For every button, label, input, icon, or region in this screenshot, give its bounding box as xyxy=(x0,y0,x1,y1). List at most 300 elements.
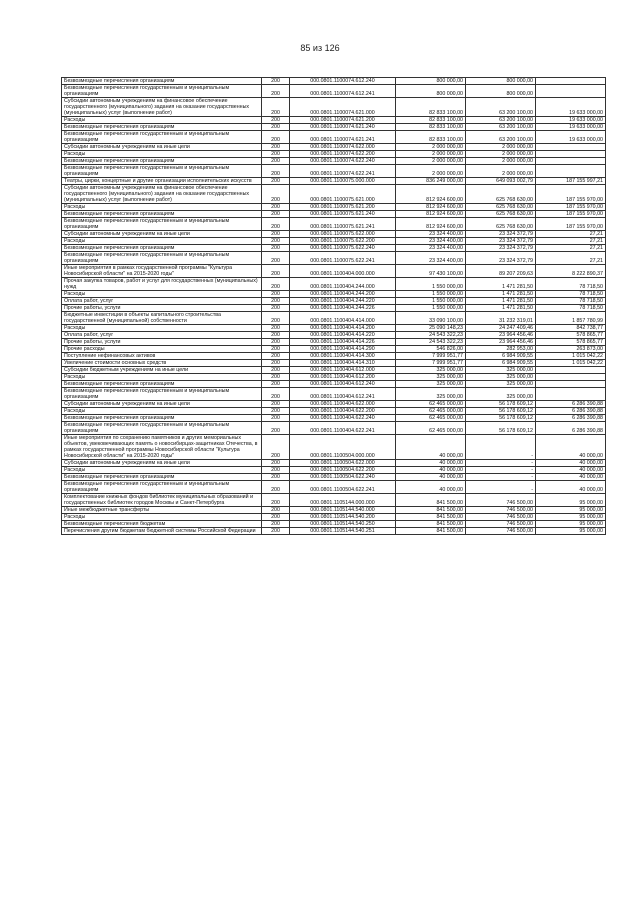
row-executed: - xyxy=(466,460,536,467)
row-unexecuted: 95 000,00 xyxy=(536,521,606,528)
table-row xyxy=(62,238,606,245)
row-budget-code: 000.0801.1100074.621.200 xyxy=(290,117,396,124)
row-line-code: 200 xyxy=(262,507,290,514)
row-name: Расходы xyxy=(62,325,262,332)
row-line-code: 200 xyxy=(262,460,290,467)
row-line-code: 200 xyxy=(262,367,290,374)
row-approved: 40 000,00 xyxy=(396,474,466,481)
row-budget-code: 000.0801.1100404.414.220 xyxy=(290,332,396,339)
row-unexecuted: 6 286 390,88 xyxy=(536,415,606,422)
row-name: Безвозмездные перечисления государственным и муниципальным организациям xyxy=(62,388,262,401)
row-budget-code: 000.0801.1100404.244.226 xyxy=(290,305,396,312)
row-line-code: 200 xyxy=(262,415,290,422)
row-name: Субсидии автономным учреждениям на финансовое обеспечение государственного (муниципального) задания на оказание государственных (муниципальных) услуг (выполнение работ) xyxy=(62,185,262,204)
row-executed: 56 178 609,12 xyxy=(466,415,536,422)
row-name: Бюджетные инвестиции в объекты капитального строительства государственной (муниципальной) собственности xyxy=(62,312,262,325)
row-executed: 23 964 456,46 xyxy=(466,339,536,346)
row-name: Комплектование книжных фондов библиотек муниципальных образований и государственных библиотек городов Москвы и Санкт-Петербурга xyxy=(62,494,262,507)
row-budget-code: 000.0801.1100074.622.200 xyxy=(290,151,396,158)
row-unexecuted: 95 000,00 xyxy=(536,494,606,507)
row-approved: 2 000 000,00 xyxy=(396,144,466,151)
row-executed: 63 200 100,00 xyxy=(466,124,536,131)
row-budget-code: 000.0801.1100075.621.000 xyxy=(290,185,396,204)
row-name: Безвозмездные перечисления государственным и муниципальным организациям xyxy=(62,85,262,98)
row-budget-code: 000.0801.1100404.622.000 xyxy=(290,401,396,408)
row-line-code: 200 xyxy=(262,481,290,494)
row-budget-code: 000.0801.1100504.622.240 xyxy=(290,474,396,481)
row-name: Прочая закупка товаров, работ и услуг для государственных (муниципальных) нужд xyxy=(62,278,262,291)
table-row xyxy=(62,367,606,374)
row-executed: 649 093 002,79 xyxy=(466,178,536,185)
row-executed: 625 768 630,00 xyxy=(466,204,536,211)
row-line-code: 200 xyxy=(262,218,290,231)
row-unexecuted: 6 286 390,88 xyxy=(536,408,606,415)
row-name: Иные межбюджетные трансферты xyxy=(62,507,262,514)
row-line-code: 200 xyxy=(262,528,290,535)
row-line-code: 200 xyxy=(262,388,290,401)
row-unexecuted: 40 000,00 xyxy=(536,481,606,494)
row-executed: 746 500,00 xyxy=(466,514,536,521)
row-name: Безвозмездные перечисления государственным и муниципальным организациям xyxy=(62,131,262,144)
table-row xyxy=(62,339,606,346)
row-name: Расходы xyxy=(62,467,262,474)
row-name: Расходы xyxy=(62,514,262,521)
row-line-code: 200 xyxy=(262,185,290,204)
table-row xyxy=(62,265,606,278)
row-name: Безвозмездные перечисления государственным и муниципальным организациям xyxy=(62,165,262,178)
table-row xyxy=(62,185,606,204)
row-name: Безвозмездные перечисления государственным и муниципальным организациям xyxy=(62,252,262,265)
row-name: Расходы xyxy=(62,291,262,298)
row-approved: 23 324 400,00 xyxy=(396,252,466,265)
row-budget-code: 000.0801.1105144.540.000 xyxy=(290,507,396,514)
table-row xyxy=(62,528,606,535)
row-line-code: 200 xyxy=(262,312,290,325)
table-row xyxy=(62,381,606,388)
row-unexecuted: 19 633 000,00 xyxy=(536,124,606,131)
row-executed: 2 000 000,00 xyxy=(466,165,536,178)
row-name: Расходы xyxy=(62,408,262,415)
row-approved: 836 249 000,00 xyxy=(396,178,466,185)
row-budget-code: 000.0801.1100404.612.240 xyxy=(290,381,396,388)
row-executed: 89 207 209,63 xyxy=(466,265,536,278)
row-executed: 23 324 372,79 xyxy=(466,252,536,265)
row-executed: 56 178 609,12 xyxy=(466,422,536,435)
row-budget-code: 000.0801.1100074.621.000 xyxy=(290,98,396,117)
row-executed: 23 324 372,79 xyxy=(466,231,536,238)
row-line-code: 200 xyxy=(262,521,290,528)
row-line-code: 200 xyxy=(262,211,290,218)
row-executed: 325 000,00 xyxy=(466,374,536,381)
row-budget-code: 000.0801.1100404.414.200 xyxy=(290,325,396,332)
row-budget-code: 000.0801.1100074.622.241 xyxy=(290,165,396,178)
row-budget-code: 000.0801.1105144.540.251 xyxy=(290,528,396,535)
row-executed: 800 000,00 xyxy=(466,78,536,85)
row-approved: 812 924 600,00 xyxy=(396,185,466,204)
row-line-code: 200 xyxy=(262,144,290,151)
table-row xyxy=(62,494,606,507)
row-approved: 82 833 100,00 xyxy=(396,131,466,144)
row-budget-code: 000.0801.1100074.612.241 xyxy=(290,85,396,98)
row-approved: 325 000,00 xyxy=(396,381,466,388)
row-approved: 97 430 100,00 xyxy=(396,265,466,278)
row-budget-code: 000.0801.1100404.000.000 xyxy=(290,265,396,278)
table-row xyxy=(62,78,606,85)
row-approved: 841 500,00 xyxy=(396,494,466,507)
row-executed: 325 000,00 xyxy=(466,388,536,401)
row-name: Расходы xyxy=(62,117,262,124)
row-executed: - xyxy=(466,474,536,481)
row-approved: 2 000 000,00 xyxy=(396,158,466,165)
row-unexecuted: 78 718,50 xyxy=(536,298,606,305)
table-row xyxy=(62,401,606,408)
row-budget-code: 000.0801.1105144.540.200 xyxy=(290,514,396,521)
row-budget-code: 000.0801.1100504.622.241 xyxy=(290,481,396,494)
row-approved: 325 000,00 xyxy=(396,367,466,374)
row-executed: 1 471 281,50 xyxy=(466,278,536,291)
row-unexecuted: 8 222 890,37 xyxy=(536,265,606,278)
row-line-code: 200 xyxy=(262,401,290,408)
row-line-code: 200 xyxy=(262,291,290,298)
row-approved: 23 324 400,00 xyxy=(396,231,466,238)
page-number: 85 из 126 xyxy=(300,43,340,53)
table-row xyxy=(62,467,606,474)
row-executed: 746 500,00 xyxy=(466,494,536,507)
row-unexecuted xyxy=(536,388,606,401)
row-name: Поступление нефинансовых активов xyxy=(62,353,262,360)
row-budget-code: 000.0801.1100504.622.200 xyxy=(290,467,396,474)
row-executed: - xyxy=(466,481,536,494)
row-approved: 23 324 400,00 xyxy=(396,245,466,252)
row-unexecuted: 842 738,77 xyxy=(536,325,606,332)
row-budget-code: 000.0801.1100404.622.241 xyxy=(290,422,396,435)
row-line-code: 200 xyxy=(262,305,290,312)
row-unexecuted: 78 718,50 xyxy=(536,278,606,291)
row-unexecuted: 95 000,00 xyxy=(536,514,606,521)
row-approved: 841 500,00 xyxy=(396,521,466,528)
row-name: Безвозмездные перечисления бюджетам xyxy=(62,521,262,528)
table-row xyxy=(62,481,606,494)
row-unexecuted: 95 000,00 xyxy=(536,507,606,514)
row-approved: 62 465 000,00 xyxy=(396,422,466,435)
row-line-code: 200 xyxy=(262,353,290,360)
row-line-code: 200 xyxy=(262,165,290,178)
table-row xyxy=(62,521,606,528)
row-name: Расходы xyxy=(62,204,262,211)
table-row xyxy=(62,124,606,131)
table-row xyxy=(62,422,606,435)
row-approved: 546 826,00 xyxy=(396,346,466,353)
row-executed: 6 984 909,55 xyxy=(466,360,536,367)
row-approved: 23 324 400,00 xyxy=(396,238,466,245)
row-unexecuted: 40 000,00 xyxy=(536,467,606,474)
row-approved: 25 090 148,23 xyxy=(396,325,466,332)
row-line-code: 200 xyxy=(262,474,290,481)
row-unexecuted: 6 286 390,88 xyxy=(536,401,606,408)
row-executed: 325 000,00 xyxy=(466,381,536,388)
table-row xyxy=(62,514,606,521)
row-approved: 812 924 600,00 xyxy=(396,218,466,231)
table-row xyxy=(62,298,606,305)
row-executed: 63 200 100,00 xyxy=(466,98,536,117)
row-budget-code: 000.0801.1100074.612.240 xyxy=(290,78,396,85)
row-budget-code: 000.0801.1100404.622.200 xyxy=(290,408,396,415)
row-name: Безвозмездные перечисления организациям xyxy=(62,124,262,131)
row-budget-code: 000.0801.1100404.612.000 xyxy=(290,367,396,374)
row-budget-code: 000.0801.1100404.414.290 xyxy=(290,346,396,353)
row-executed: 282 953,00 xyxy=(466,346,536,353)
row-budget-code: 000.0801.1100075.622.000 xyxy=(290,231,396,238)
row-approved: 40 000,00 xyxy=(396,467,466,474)
table-row xyxy=(62,231,606,238)
row-line-code: 200 xyxy=(262,298,290,305)
row-approved: 62 465 000,00 xyxy=(396,401,466,408)
row-unexecuted: 27,21 xyxy=(536,231,606,238)
table-row xyxy=(62,353,606,360)
row-executed: 625 768 630,00 xyxy=(466,185,536,204)
row-unexecuted: 187 155 970,00 xyxy=(536,211,606,218)
row-name: Безвозмездные перечисления организациям xyxy=(62,245,262,252)
row-line-code: 200 xyxy=(262,435,290,460)
row-approved: 40 000,00 xyxy=(396,460,466,467)
row-executed: 1 471 281,50 xyxy=(466,305,536,312)
row-name: Субсидии автономным учреждениям на иные цели xyxy=(62,144,262,151)
row-executed: 2 000 000,00 xyxy=(466,144,536,151)
table-row xyxy=(62,332,606,339)
row-executed: 63 200 100,00 xyxy=(466,131,536,144)
row-line-code: 200 xyxy=(262,278,290,291)
table-row xyxy=(62,245,606,252)
table-row xyxy=(62,325,606,332)
table-row xyxy=(62,278,606,291)
row-budget-code: 000.0801.1100404.244.000 xyxy=(290,278,396,291)
row-executed: 625 768 630,00 xyxy=(466,211,536,218)
row-budget-code: 000.0801.1100074.621.240 xyxy=(290,124,396,131)
table-row xyxy=(62,252,606,265)
row-unexecuted: 578 865,77 xyxy=(536,339,606,346)
row-budget-code: 000.0801.1100404.244.200 xyxy=(290,291,396,298)
row-executed: 23 324 372,79 xyxy=(466,238,536,245)
row-name: Оплата работ, услуг xyxy=(62,298,262,305)
row-name: Расходы xyxy=(62,151,262,158)
table-row xyxy=(62,360,606,367)
row-unexecuted xyxy=(536,144,606,151)
table-row xyxy=(62,435,606,460)
row-executed: 56 178 609,12 xyxy=(466,408,536,415)
row-line-code: 200 xyxy=(262,151,290,158)
row-name: Перечисления другим бюджетам бюджетной системы Российской Федерации xyxy=(62,528,262,535)
row-executed: 746 500,00 xyxy=(466,507,536,514)
row-unexecuted xyxy=(536,165,606,178)
row-executed: 1 471 281,50 xyxy=(466,298,536,305)
row-name: Безвозмездные перечисления организациям xyxy=(62,211,262,218)
row-unexecuted: 78 718,50 xyxy=(536,291,606,298)
row-budget-code: 000.0801.1100075.621.200 xyxy=(290,204,396,211)
row-line-code: 200 xyxy=(262,158,290,165)
row-approved: 325 000,00 xyxy=(396,374,466,381)
row-line-code: 200 xyxy=(262,360,290,367)
row-name: Безвозмездные перечисления государственным и муниципальным организациям xyxy=(62,218,262,231)
row-unexecuted: 95 000,00 xyxy=(536,528,606,535)
row-approved: 62 465 000,00 xyxy=(396,415,466,422)
table-row xyxy=(62,204,606,211)
row-line-code: 200 xyxy=(262,117,290,124)
row-executed: 23 324 372,79 xyxy=(466,245,536,252)
row-line-code: 200 xyxy=(262,332,290,339)
row-name: Иные мероприятия в рамках государственной программы "Культура Новосибирской области" на 2015-2020 годы" xyxy=(62,265,262,278)
table-row xyxy=(62,305,606,312)
row-line-code: 200 xyxy=(262,408,290,415)
row-budget-code: 000.0801.1100404.414.310 xyxy=(290,360,396,367)
row-approved: 40 000,00 xyxy=(396,435,466,460)
row-budget-code: 000.0801.1100404.612.200 xyxy=(290,374,396,381)
row-unexecuted: 1 015 042,22 xyxy=(536,353,606,360)
row-executed: - xyxy=(466,467,536,474)
table-row xyxy=(62,312,606,325)
row-unexecuted xyxy=(536,158,606,165)
row-unexecuted xyxy=(536,374,606,381)
row-approved: 40 000,00 xyxy=(396,481,466,494)
row-unexecuted: 40 000,00 xyxy=(536,435,606,460)
row-approved: 1 550 000,00 xyxy=(396,305,466,312)
table-row xyxy=(62,291,606,298)
row-executed: 746 500,00 xyxy=(466,528,536,535)
row-line-code: 200 xyxy=(262,381,290,388)
row-approved: 62 465 000,00 xyxy=(396,408,466,415)
row-executed: 2 000 000,00 xyxy=(466,158,536,165)
row-name: Субсидии автономным учреждениям на иные цели xyxy=(62,231,262,238)
row-budget-code: 000.0801.1100404.244.220 xyxy=(290,298,396,305)
row-budget-code: 000.0801.1100075.622.200 xyxy=(290,238,396,245)
table-row xyxy=(62,507,606,514)
row-name: Расходы xyxy=(62,374,262,381)
table-row xyxy=(62,144,606,151)
row-unexecuted: 578 865,77 xyxy=(536,332,606,339)
row-name: Прочие работы, услуги xyxy=(62,339,262,346)
row-name: Увеличение стоимости основных средств xyxy=(62,360,262,367)
row-approved: 82 833 100,00 xyxy=(396,98,466,117)
row-budget-code: 000.0801.1100404.612.241 xyxy=(290,388,396,401)
row-line-code: 200 xyxy=(262,494,290,507)
row-name: Безвозмездные перечисления организациям xyxy=(62,158,262,165)
row-line-code: 200 xyxy=(262,265,290,278)
table-row xyxy=(62,474,606,481)
row-approved: 82 833 100,00 xyxy=(396,117,466,124)
row-executed: 2 000 000,00 xyxy=(466,151,536,158)
row-approved: 1 550 000,00 xyxy=(396,298,466,305)
row-line-code: 200 xyxy=(262,178,290,185)
row-line-code: 200 xyxy=(262,339,290,346)
row-unexecuted: 187 155 997,21 xyxy=(536,178,606,185)
row-executed: 63 200 100,00 xyxy=(466,117,536,124)
row-executed: 625 768 630,00 xyxy=(466,218,536,231)
row-budget-code: 000.0801.1100075.622.240 xyxy=(290,245,396,252)
table-row xyxy=(62,158,606,165)
row-approved: 2 000 000,00 xyxy=(396,165,466,178)
row-budget-code: 000.0801.1100075.622.241 xyxy=(290,252,396,265)
row-unexecuted: 19 633 000,00 xyxy=(536,98,606,117)
row-line-code: 200 xyxy=(262,422,290,435)
row-unexecuted: 27,21 xyxy=(536,245,606,252)
row-unexecuted: 187 155 970,00 xyxy=(536,204,606,211)
row-budget-code: 000.0801.1100075.621.240 xyxy=(290,211,396,218)
table-row xyxy=(62,218,606,231)
row-budget-code: 000.0801.1100404.414.300 xyxy=(290,353,396,360)
table-row xyxy=(62,415,606,422)
row-approved: 800 000,00 xyxy=(396,78,466,85)
row-line-code: 200 xyxy=(262,78,290,85)
row-line-code: 200 xyxy=(262,467,290,474)
row-line-code: 200 xyxy=(262,124,290,131)
row-unexecuted xyxy=(536,85,606,98)
row-line-code: 200 xyxy=(262,231,290,238)
row-unexecuted: 6 286 390,88 xyxy=(536,422,606,435)
row-approved: 325 000,00 xyxy=(396,388,466,401)
row-approved: 24 543 322,23 xyxy=(396,332,466,339)
row-name: Субсидии бюджетным учреждениям на иные цели xyxy=(62,367,262,374)
row-name: Иные мероприятия по сохранению памятников и других мемориальных объектов, увековечивающих память о новосибирцах-защитниках Отечества, в рамках государственной программы Новосибирской области "Культура Новосибирской области" на 2015-2020 годы" xyxy=(62,435,262,460)
table-row xyxy=(62,117,606,124)
row-unexecuted: 19 633 000,00 xyxy=(536,131,606,144)
row-budget-code: 000.0801.1100074.621.241 xyxy=(290,131,396,144)
row-executed: 23 964 456,46 xyxy=(466,332,536,339)
row-budget-code: 000.0801.1100404.414.000 xyxy=(290,312,396,325)
table-row xyxy=(62,98,606,117)
row-name: Безвозмездные перечисления государственным и муниципальным организациям xyxy=(62,481,262,494)
row-executed: 56 178 609,12 xyxy=(466,401,536,408)
row-budget-code: 000.0801.1100504.622.000 xyxy=(290,460,396,467)
table-row xyxy=(62,165,606,178)
row-executed: - xyxy=(466,435,536,460)
row-name: Расходы xyxy=(62,238,262,245)
row-unexecuted xyxy=(536,78,606,85)
row-unexecuted: 78 718,50 xyxy=(536,305,606,312)
row-line-code: 200 xyxy=(262,98,290,117)
row-budget-code: 000.0801.1100075.621.241 xyxy=(290,218,396,231)
budget-table-body xyxy=(62,78,606,535)
row-approved: 24 543 322,23 xyxy=(396,339,466,346)
row-executed: 800 000,00 xyxy=(466,85,536,98)
row-approved: 2 000 000,00 xyxy=(396,151,466,158)
row-unexecuted xyxy=(536,151,606,158)
row-budget-code: 000.0801.1100404.622.240 xyxy=(290,415,396,422)
row-unexecuted: 40 000,00 xyxy=(536,460,606,467)
table-row xyxy=(62,85,606,98)
row-unexecuted: 187 155 970,00 xyxy=(536,185,606,204)
table-row xyxy=(62,131,606,144)
row-line-code: 200 xyxy=(262,85,290,98)
row-unexecuted: 27,21 xyxy=(536,252,606,265)
row-budget-code: 000.0801.1100404.414.226 xyxy=(290,339,396,346)
table-row xyxy=(62,408,606,415)
row-name: Прочие работы, услуги xyxy=(62,305,262,312)
row-approved: 812 924 600,00 xyxy=(396,204,466,211)
row-budget-code: 000.0801.1105144.540.250 xyxy=(290,521,396,528)
row-line-code: 200 xyxy=(262,131,290,144)
row-approved: 1 550 000,00 xyxy=(396,278,466,291)
row-unexecuted: 263 873,00 xyxy=(536,346,606,353)
row-unexecuted: 19 633 000,00 xyxy=(536,117,606,124)
row-name: Театры, цирки, концертные и другие организации исполнительских искусств xyxy=(62,178,262,185)
row-approved: 800 000,00 xyxy=(396,85,466,98)
row-budget-code: 000.0801.1105144.000.000 xyxy=(290,494,396,507)
row-line-code: 200 xyxy=(262,245,290,252)
row-executed: 31 232 319,01 xyxy=(466,312,536,325)
row-line-code: 200 xyxy=(262,325,290,332)
row-budget-code: 000.0801.1100074.622.000 xyxy=(290,144,396,151)
row-unexecuted xyxy=(536,381,606,388)
row-approved: 841 500,00 xyxy=(396,507,466,514)
